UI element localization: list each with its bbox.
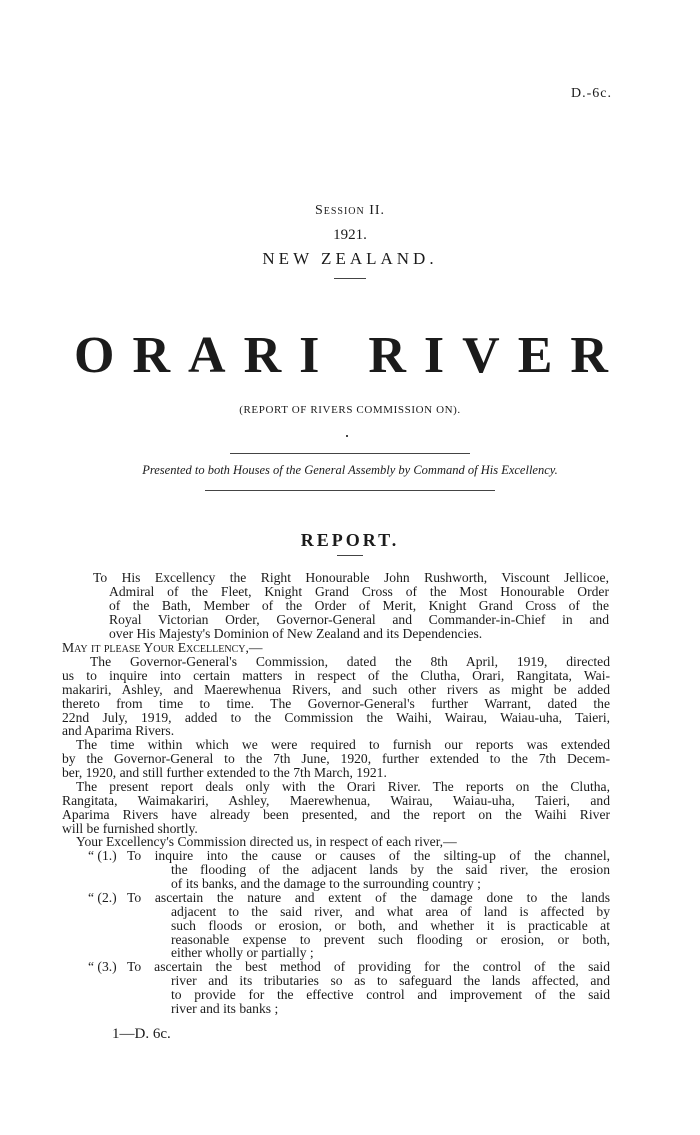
paragraph-line: The Governor-General's Commission, dated the 8th April, 1919, directed <box>90 654 610 670</box>
address-line: To His Excellency the Right Honourable John Rushworth, Viscount Jellicoe, <box>93 570 609 585</box>
header-divider <box>334 278 366 279</box>
salutation: May it please Your Excellency,— <box>62 640 263 656</box>
paragraph-line: Aparima Rivers have already been presented, and the report on the Waihi River <box>62 806 610 822</box>
year-label: 1921. <box>333 227 367 243</box>
page-footer-ref: 1—D. 6c. <box>112 1026 171 1042</box>
item-line: To ascertain the nature and extent of the damage done to the lands <box>127 889 610 905</box>
dot-marker <box>346 435 348 437</box>
presented-rule-bottom <box>205 490 495 491</box>
report-heading-rule <box>337 555 363 556</box>
paragraph-line: us to inquire into certain matters in respect of the Clutha, Orari, Rangitata, Wai- <box>62 667 610 683</box>
item-line: To inquire into the cause or causes of the silting-up of the channel, <box>127 848 610 864</box>
document-subtitle: (REPORT OF RIVERS COMMISSION ON). <box>239 404 461 416</box>
address-line: Royal Victorian Order, Governor-General and Commander-in-Chief in and <box>109 611 609 627</box>
item-line: the flooding of the adjacent lands by the said river, the erosion <box>171 862 610 878</box>
presented-rule-top <box>230 453 470 454</box>
report-heading: REPORT. <box>300 530 400 550</box>
item-line: of its banks, and the damage to the surrounding country ; <box>171 876 481 892</box>
session-label <box>0 203 700 219</box>
session-text: Session II. <box>314 203 386 218</box>
paragraph-line: The present report deals only with the Orari River. The reports on the Clutha, <box>76 778 610 794</box>
item-line: river and its banks ; <box>171 1001 279 1016</box>
country-label: NEW ZEALAND. <box>262 249 438 268</box>
paragraph-line: The time within which we were required to furnish our reports was extended <box>76 737 610 753</box>
paragraph-line: and Aparima Rivers. <box>62 723 175 739</box>
address-line: over His Majesty's Dominion of New Zealand and its Dependencies. <box>109 625 483 641</box>
paragraph-line: Rangitata, Waimakariri, Ashley, Maerewhenua, Wairau, Waiau-uha, Taieri, and <box>62 792 610 808</box>
paragraph-line: thereto from time to time. The Governor-General's further Warrant, dated the <box>62 695 610 711</box>
paragraph-line: will be furnished shortly. <box>62 820 198 836</box>
item-line: to provide for the effective control and improvement of the said <box>171 987 610 1003</box>
paragraph-line: ber, 1920, and still further extended to the 7th March, 1921. <box>62 765 387 781</box>
item-line: river and its tributaries so as to safeguard the lands affected, and <box>171 973 610 989</box>
page-reference: D.-6c. <box>571 86 612 101</box>
paragraph-line: makariri, Ashley, and Maerewhenua Rivers, and such other rivers as might be added <box>62 681 610 697</box>
item-line: adjacent to the said river, and what area of land is affected by <box>171 903 610 919</box>
address-line: of the Bath, Member of the Order of Merit, Knight Grand Cross of the <box>109 597 609 613</box>
item-line: either wholly or partially ; <box>171 945 314 961</box>
item-line: such floods or erosion, or both, and whether it is practicable at <box>171 917 610 933</box>
item-line: reasonable expense to prevent such flooding or erosion, or both, <box>171 931 610 947</box>
paragraph-line: by the Governor-General to the 7th June, 1920, further extended to the 7th Decem- <box>62 751 610 767</box>
item-number: “ (2.) <box>88 889 117 905</box>
paragraph-line: 22nd July, 1919, added to the Commission the Waihi, Wairau, Waiau-uha, Taieri, <box>62 709 610 725</box>
address-line: Admiral of the Fleet, Knight Grand Cross of the Most Honourable Order <box>109 583 609 599</box>
paragraph-line: Your Excellency's Commission directed us, in respect of each river,— <box>76 834 457 850</box>
item-number: “ (1.) <box>88 848 117 864</box>
item-line: To ascertain the best method of providing for the control of the said <box>127 959 610 975</box>
presented-line: Presented to both Houses of the General Assembly by Command of His Excellency. <box>142 463 558 477</box>
item-number: “ (3.) <box>88 959 117 975</box>
document-title: ORARI RIVER <box>74 327 626 384</box>
